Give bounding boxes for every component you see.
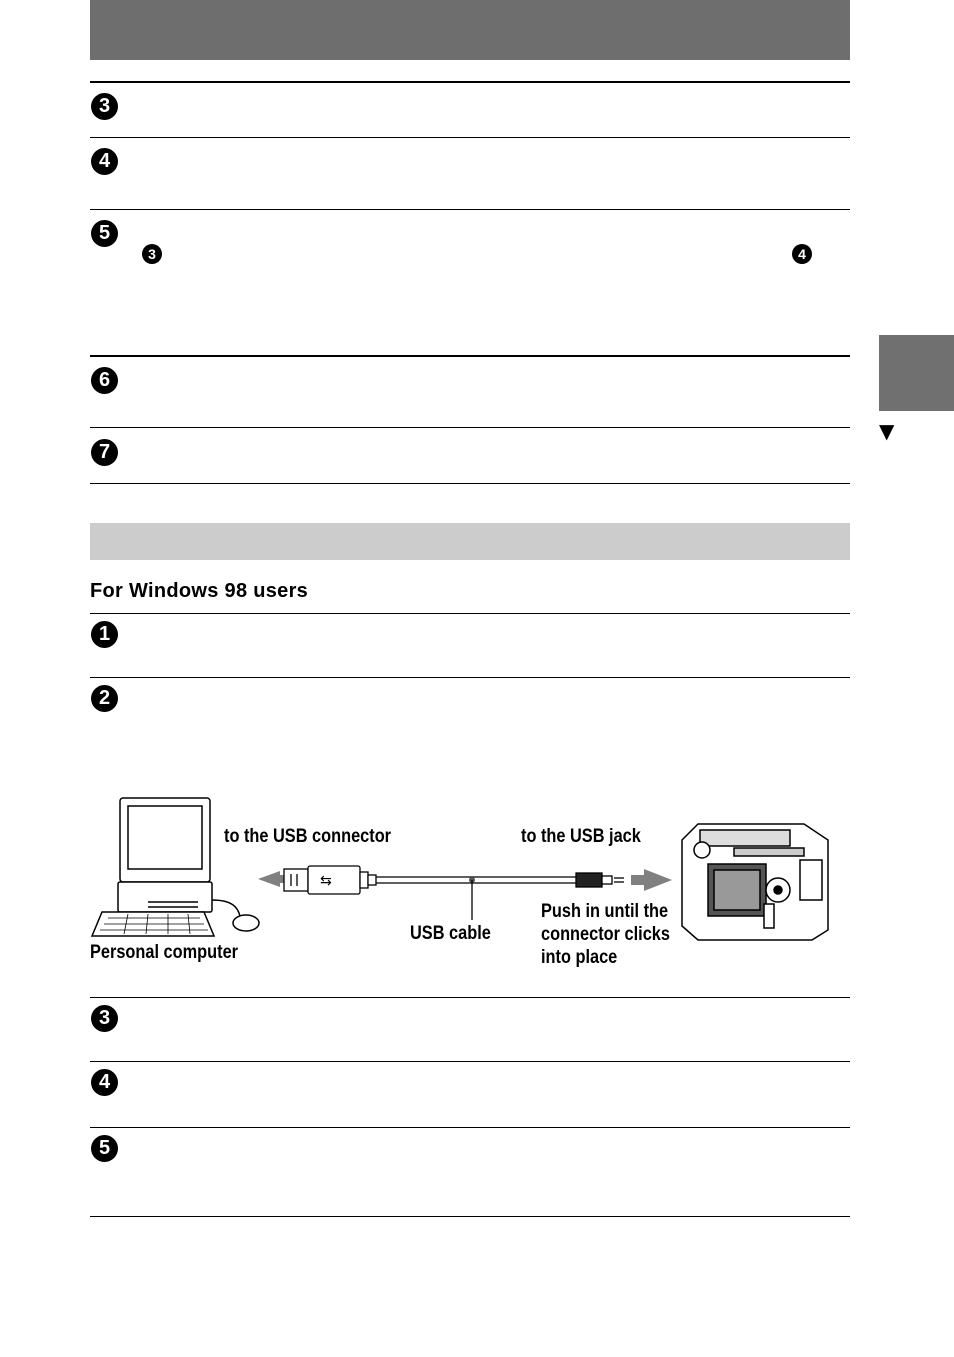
label-push-instruction: Push in until the connector clicks into place: [541, 901, 670, 968]
arrow-left-icon: [258, 871, 280, 887]
computer-icon: [92, 798, 259, 936]
divider: [90, 81, 850, 83]
label-usb-cable: USB cable: [410, 923, 491, 944]
divider: [90, 209, 850, 210]
camera-icon: [682, 824, 828, 940]
step-number: 2: [91, 685, 118, 712]
divider: [90, 137, 850, 138]
page-header-bar: [90, 0, 850, 60]
divider: [90, 1127, 850, 1128]
step-number: 6: [91, 367, 118, 394]
step-number: 4: [91, 1069, 118, 1096]
step-number: 3: [91, 93, 118, 120]
step-number: 3: [91, 1005, 118, 1032]
usb-plug-icon: [284, 866, 376, 894]
svg-text:⇆: ⇆: [320, 873, 332, 889]
step-number: 5: [91, 220, 118, 247]
step-reference: 4: [792, 244, 812, 264]
divider: [90, 997, 850, 998]
divider: [90, 355, 850, 357]
step-number: 4: [91, 148, 118, 175]
triangle-down-icon: ▼: [879, 419, 895, 443]
divider: [90, 1216, 850, 1217]
divider: [90, 483, 850, 484]
usb-connection-figure: [88, 790, 848, 980]
arrow-right-icon: [644, 869, 672, 891]
divider: [90, 1061, 850, 1062]
mini-usb-plug-icon: [576, 873, 624, 887]
label-usb-jack: to the USB jack: [521, 826, 641, 847]
divider: [90, 613, 850, 614]
step-number: 5: [91, 1135, 118, 1162]
divider: [90, 677, 850, 678]
divider: [90, 427, 850, 428]
step-number: 7: [91, 439, 118, 466]
step-reference: 3: [142, 244, 162, 264]
chapter-side-tab: [879, 335, 954, 411]
section-band: [90, 523, 850, 560]
label-usb-connector: to the USB connector: [224, 826, 392, 847]
step-number: 1: [91, 621, 118, 648]
section-subheading: For Windows 98 users: [90, 580, 309, 602]
label-personal-computer: Personal computer: [90, 942, 239, 963]
